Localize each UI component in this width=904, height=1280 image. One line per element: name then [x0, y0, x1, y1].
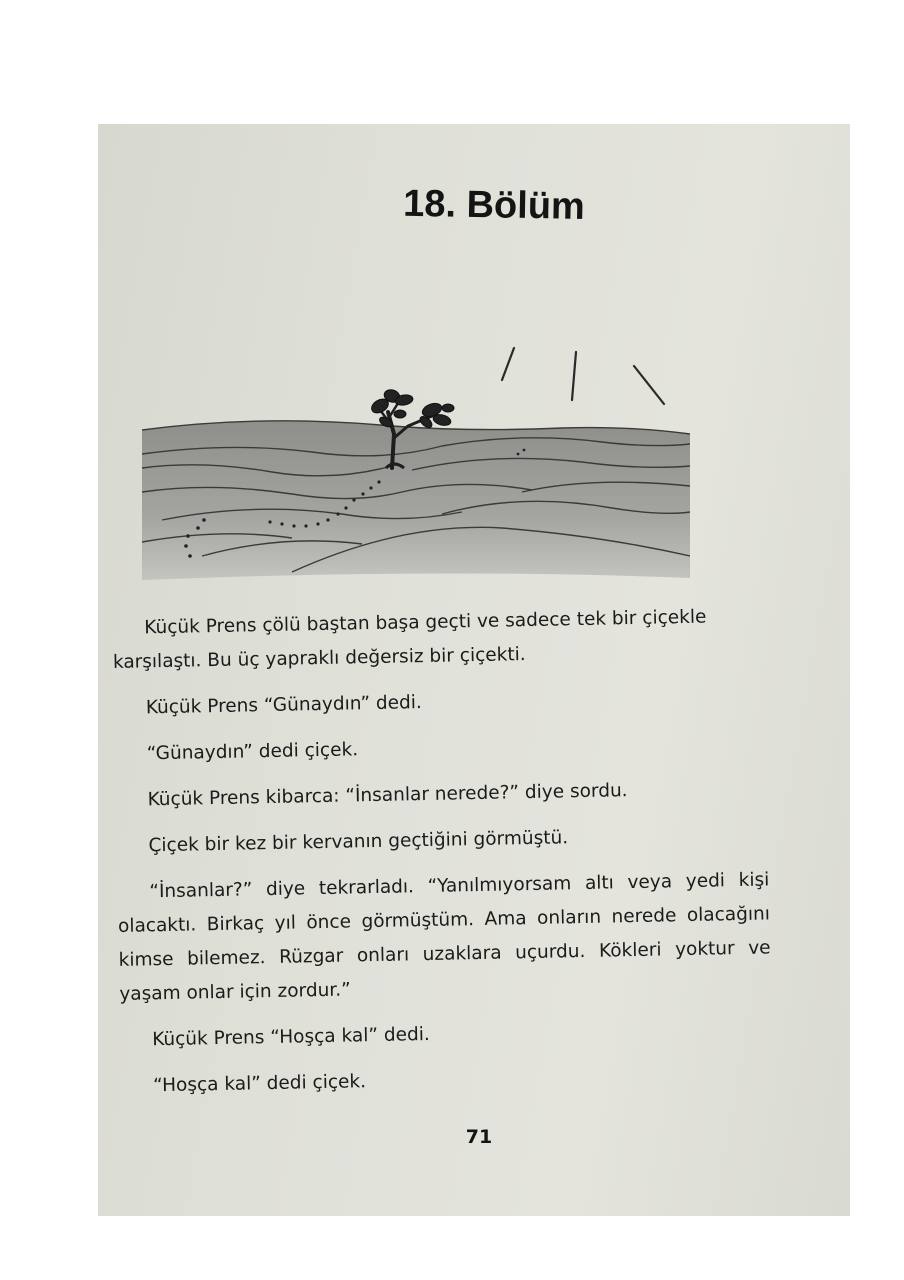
chapter-text	[112, 599, 773, 1103]
paragraph: “İnsanlar?” diye tekrarladı. “Yanılmıyorsam altı veya yedi kişi olacaktı. Birkaç yıl önce görmüştüm. Ama onların nerede olacağını kimse bilemez. Rüzgar onları uzaklara uçurdu. Kökleri yoktur ve yaşam onlar için zordur.”	[117, 869, 771, 1005]
desert-flower-illustration	[142, 342, 690, 582]
desert-sand	[142, 421, 690, 580]
paragraph: Küçük Prens kibarca: “İnsanlar nerede?” diye sordu.	[147, 780, 628, 811]
paragraph: Küçük Prens “Günaydın” dedi.	[145, 692, 423, 719]
paragraph: Küçük Prens “Hoşça kal” dedi.	[152, 1023, 430, 1051]
paragraph: Küçük Prens çölü baştan başa geçti ve sadece tek bir çiçekle karşılaştı. Bu üç yapraklı değersiz bir çiçekti.	[112, 606, 707, 673]
chapter-title: 18. Bölüm	[402, 182, 586, 228]
page-number: 71	[465, 1126, 493, 1148]
paragraph: Çiçek bir kez bir kervanın geçtiğini görmüştü.	[148, 827, 569, 857]
paragraph: “Günaydın” dedi çiçek.	[146, 739, 359, 765]
paragraph: “Hoşça kal” dedi çiçek.	[152, 1071, 367, 1097]
book-page	[98, 124, 850, 1216]
wind-strokes	[502, 348, 664, 404]
